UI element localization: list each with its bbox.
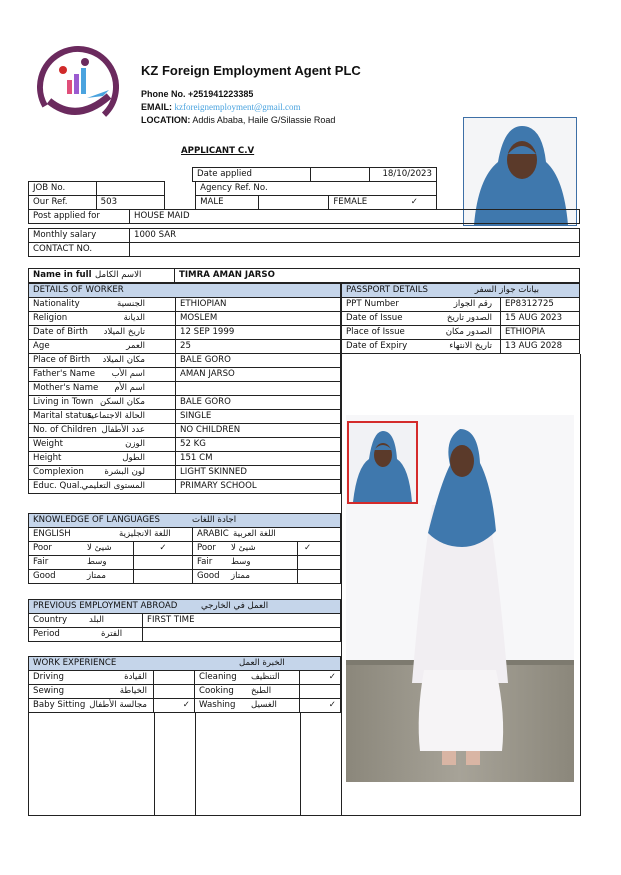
detail-label-cell xyxy=(29,424,176,438)
work-left-label: Baby Sitting xyxy=(33,700,86,710)
country-label-ar: البلد xyxy=(89,615,104,625)
work-right-ar: التنظيف xyxy=(251,672,280,682)
work-left-check[interactable] xyxy=(154,685,195,699)
detail-value: MOSLEM xyxy=(176,312,341,326)
salary-label: Monthly salary xyxy=(29,229,130,243)
detail-value: 52 KG xyxy=(176,438,341,452)
language-level-row xyxy=(29,570,341,584)
work-right-ar: الغسيل xyxy=(251,700,277,710)
detail-label-cell xyxy=(29,382,176,396)
detail-label: Religion xyxy=(33,313,68,323)
work-header: WORK EXPERIENCE xyxy=(33,658,117,668)
form-title: APPLICANT C.V xyxy=(181,146,255,156)
detail-row xyxy=(29,438,341,452)
job-no-label: JOB No. xyxy=(29,182,97,196)
work-right-label: Cooking xyxy=(199,686,234,696)
passport-label: Place of Issue xyxy=(346,327,405,337)
period-label-cell xyxy=(29,628,143,642)
work-right-label-cell xyxy=(195,685,300,699)
work-experience-table xyxy=(28,656,341,713)
work-row xyxy=(29,671,341,685)
detail-row xyxy=(29,312,341,326)
work-right-check[interactable]: ✓ xyxy=(300,699,341,713)
work-right-label-cell xyxy=(195,699,300,713)
detail-row xyxy=(29,452,341,466)
name-label-ar: الاسم الكامل xyxy=(95,270,142,280)
languages-header: KNOWLEDGE OF LANGUAGES xyxy=(33,515,160,525)
languages-header-cell xyxy=(29,514,341,528)
passport-label-ar: رقم الجواز xyxy=(453,299,492,309)
detail-label-ar: مكان الميلاد xyxy=(102,355,145,365)
detail-label-cell xyxy=(29,298,176,312)
languages-table xyxy=(28,513,341,584)
passport-label-cell xyxy=(342,298,501,312)
detail-label-ar: المستوى التعليمي xyxy=(81,481,145,491)
detail-label-cell xyxy=(29,452,176,466)
english-level-cell xyxy=(29,542,134,556)
date-applied-value: 18/10/2023 xyxy=(370,168,437,182)
passport-label: PPT Number xyxy=(346,299,399,309)
passport-value: EP8312725 xyxy=(501,298,580,312)
period-value xyxy=(143,628,341,642)
passport-header-ar: بيانات جواز السفر xyxy=(474,285,539,295)
name-label-cell xyxy=(29,269,175,283)
company-location xyxy=(141,114,335,127)
work-left-label: Driving xyxy=(33,672,64,682)
arabic-level-label: Poor xyxy=(197,543,216,553)
passport-label-cell xyxy=(342,326,501,340)
english-label: ENGLISH xyxy=(33,529,71,539)
detail-label-ar: العمر xyxy=(126,341,145,351)
detail-label: No. of Children xyxy=(33,425,97,435)
passport-value: 13 AUG 2028 xyxy=(501,340,580,354)
arabic-level-cell xyxy=(193,570,298,584)
work-right-label: Washing xyxy=(199,700,236,710)
detail-label: Height xyxy=(33,453,62,463)
detail-label-cell xyxy=(29,312,176,326)
company-phone xyxy=(141,88,253,101)
period-label: Period xyxy=(33,629,60,639)
english-level-cell xyxy=(29,556,134,570)
english-level-ar: ممتاز xyxy=(87,571,106,581)
detail-label: Complexion xyxy=(33,467,84,477)
work-left-label-cell xyxy=(29,699,154,713)
inset-photo-image xyxy=(349,423,416,502)
passport-row xyxy=(342,326,580,340)
detail-row xyxy=(29,424,341,438)
detail-value: 151 CM xyxy=(176,452,341,466)
english-level-check[interactable] xyxy=(134,556,193,570)
passport-label: Date of Issue xyxy=(346,313,403,323)
passport-label-ar: الصدور مكان xyxy=(445,327,492,337)
detail-label-ar: اسم الأب xyxy=(111,369,145,379)
detail-label: Living in Town xyxy=(33,397,94,407)
detail-label: Nationality xyxy=(33,299,80,309)
detail-label-cell xyxy=(29,466,176,480)
language-level-row xyxy=(29,542,341,556)
post-table xyxy=(28,209,580,224)
passport-header: PASSPORT DETAILS xyxy=(346,285,428,295)
arabic-level-cell xyxy=(193,542,298,556)
arabic-level-ar: شيئ لا xyxy=(231,543,256,553)
work-left-ar: الخياطة xyxy=(119,686,147,696)
reference-table xyxy=(28,181,437,210)
passport-label: Date of Expiry xyxy=(346,341,408,351)
email-label: EMAIL: xyxy=(141,102,172,112)
detail-value: NO CHILDREN xyxy=(176,424,341,438)
work-left-label-cell xyxy=(29,685,154,699)
arabic-label: ARABIC xyxy=(197,529,229,539)
name-value: TIMRA AMAN JARSO xyxy=(175,269,580,283)
detail-label-cell xyxy=(29,354,176,368)
date-applied-blank xyxy=(310,168,370,182)
arabic-level-label: Good xyxy=(197,571,220,581)
female-label: FEMALE xyxy=(333,197,368,207)
salary-value: 1000 SAR xyxy=(130,229,580,243)
work-left-label: Sewing xyxy=(33,686,65,696)
work-right-label-cell xyxy=(195,671,300,685)
our-ref-value: 503 xyxy=(96,196,165,210)
detail-label-cell xyxy=(29,410,176,424)
location-value: Addis Ababa, Haile G/Silassie Road xyxy=(192,115,336,125)
date-applied-table xyxy=(192,167,437,182)
detail-label-ar: الطول xyxy=(122,453,145,463)
detail-value: 25 xyxy=(176,340,341,354)
country-label: Country xyxy=(33,615,68,625)
detail-label: Marital status xyxy=(33,411,92,421)
work-right-ar: الطبخ xyxy=(251,686,272,696)
work-left-check[interactable] xyxy=(154,671,195,685)
work-right-check[interactable] xyxy=(300,685,341,699)
english-label-ar: اللغة الانجليزية xyxy=(119,529,171,539)
country-value: FIRST TIME xyxy=(143,614,341,628)
english-level-check[interactable]: ✓ xyxy=(134,542,193,556)
detail-label-ar: الحالة الاجتماعية xyxy=(86,411,145,421)
detail-label-cell xyxy=(29,396,176,410)
work-header-cell xyxy=(29,657,341,671)
work-right-check[interactable]: ✓ xyxy=(300,671,341,685)
detail-value: BALE GORO xyxy=(176,354,341,368)
worker-details-header: DETAILS OF WORKER xyxy=(29,284,341,298)
english-level-ar: شيئ لا xyxy=(87,543,112,553)
detail-label-ar: لون البشرة xyxy=(104,467,145,477)
detail-value: SINGLE xyxy=(176,410,341,424)
arabic-level-cell xyxy=(193,556,298,570)
post-label: Post applied for xyxy=(29,210,130,224)
passport-value: ETHIOPIA xyxy=(501,326,580,340)
detail-value: 12 SEP 1999 xyxy=(176,326,341,340)
passport-header-cell xyxy=(342,284,580,298)
detail-row xyxy=(29,480,341,494)
previous-header: PREVIOUS EMPLOYMENT ABROAD xyxy=(33,601,178,611)
detail-label-cell xyxy=(29,480,176,494)
company-logo xyxy=(37,46,119,128)
passport-label-ar: تاريخ الانتهاء xyxy=(449,341,492,351)
detail-value: AMAN JARSO xyxy=(176,368,341,382)
detail-label: Weight xyxy=(33,439,63,449)
detail-value: PRIMARY SCHOOL xyxy=(176,480,341,494)
our-ref-label: Our Ref. xyxy=(29,196,97,210)
passport-label-ar: الصدور تاريخ xyxy=(446,313,492,323)
passport-label-cell xyxy=(342,312,501,326)
detail-row xyxy=(29,466,341,480)
detail-label-ar: عدد الأطفال xyxy=(101,425,145,435)
passport-row xyxy=(342,340,580,354)
name-label: Name in full xyxy=(33,270,92,280)
agency-ref-label: Agency Ref. No. xyxy=(196,182,437,196)
passport-row xyxy=(342,312,580,326)
detail-label-cell xyxy=(29,368,176,382)
previous-employment-table xyxy=(28,599,341,642)
arabic-column-header xyxy=(193,528,341,542)
male-label: MALE xyxy=(196,196,259,210)
english-level-label: Poor xyxy=(33,543,52,553)
worker-details-table xyxy=(28,283,341,494)
work-left-label-cell xyxy=(29,671,154,685)
detail-label: Educ. Qual. xyxy=(33,481,83,491)
detail-label-ar: مكان السكن xyxy=(100,397,145,407)
phone-value: +251941223385 xyxy=(188,89,254,99)
detail-label-ar: الجنسية xyxy=(116,299,145,309)
arabic-level-check[interactable]: ✓ xyxy=(298,542,341,556)
english-level-check[interactable] xyxy=(134,570,193,584)
inset-photo xyxy=(347,421,418,504)
work-row xyxy=(29,685,341,699)
work-experience-frame xyxy=(28,712,342,816)
work-left-ar: مجالسة الأطفال xyxy=(89,700,147,710)
detail-value: BALE GORO xyxy=(176,396,341,410)
email-link[interactable]: kzforeignemployment@gmail.com xyxy=(174,102,301,112)
detail-label: Date of Birth xyxy=(33,327,88,337)
period-label-ar: الفترة xyxy=(101,629,123,639)
previous-header-ar: العمل في الخارجي xyxy=(201,601,269,611)
salary-contact-table xyxy=(28,228,580,257)
arabic-level-ar: وسط xyxy=(231,557,251,567)
detail-label-cell xyxy=(29,438,176,452)
company-email xyxy=(141,101,301,114)
passport-label-cell xyxy=(342,340,501,354)
female-field xyxy=(329,196,437,210)
work-left-check[interactable]: ✓ xyxy=(154,699,195,713)
date-applied-label: Date applied xyxy=(193,168,311,182)
passport-table xyxy=(341,283,580,354)
detail-label: Mother's Name xyxy=(33,383,99,393)
logo-graphic xyxy=(37,46,119,128)
location-label: LOCATION: xyxy=(141,115,191,125)
english-level-label: Good xyxy=(33,571,56,581)
detail-row xyxy=(29,396,341,410)
detail-label-cell xyxy=(29,326,176,340)
male-checkbox[interactable] xyxy=(258,196,329,210)
country-label-cell xyxy=(29,614,143,628)
languages-header-ar: اجادة اللغات xyxy=(192,515,237,525)
english-level-label: Fair xyxy=(33,557,49,567)
detail-label-cell xyxy=(29,340,176,354)
post-value: HOUSE MAID xyxy=(130,210,580,224)
job-no-value xyxy=(96,182,165,196)
contact-label: CONTACT NO. xyxy=(29,243,130,257)
work-right-label: Cleaning xyxy=(199,672,237,682)
detail-label: Place of Birth xyxy=(33,355,91,365)
passport-row xyxy=(342,298,580,312)
detail-value xyxy=(176,382,341,396)
detail-row xyxy=(29,298,341,312)
detail-value: ETHIOPIAN xyxy=(176,298,341,312)
arabic-level-ar: ممتاز xyxy=(231,571,250,581)
detail-label-ar: تاريخ الميلاد xyxy=(103,327,145,337)
arabic-level-check[interactable] xyxy=(298,570,341,584)
detail-row xyxy=(29,340,341,354)
english-level-ar: وسط xyxy=(87,557,107,567)
detail-label-ar: الوزن xyxy=(125,439,145,449)
detail-label: Father's Name xyxy=(33,369,95,379)
detail-label-ar: اسم الأم xyxy=(114,383,145,393)
detail-label: Age xyxy=(33,341,50,351)
phone-label: Phone No. xyxy=(141,89,186,99)
detail-row xyxy=(29,368,341,382)
detail-label-ar: الديانة xyxy=(123,313,145,323)
contact-value xyxy=(130,243,580,257)
detail-value: LIGHT SKINNED xyxy=(176,466,341,480)
english-column-header xyxy=(29,528,193,542)
language-level-row xyxy=(29,556,341,570)
work-left-ar: القيادة xyxy=(124,672,147,682)
passport-value: 15 AUG 2023 xyxy=(501,312,580,326)
previous-header-cell xyxy=(29,600,341,614)
female-checkbox[interactable]: ✓ xyxy=(410,197,418,207)
work-header-ar: الخبرة العمل xyxy=(239,658,285,668)
name-table xyxy=(28,268,580,283)
arabic-label-ar: اللغة العربية xyxy=(233,529,276,539)
detail-row xyxy=(29,326,341,340)
detail-row xyxy=(29,354,341,368)
detail-row xyxy=(29,382,341,396)
arabic-level-label: Fair xyxy=(197,557,213,567)
detail-row xyxy=(29,410,341,424)
arabic-level-check[interactable] xyxy=(298,556,341,570)
company-name: KZ Foreign Employment Agent PLC xyxy=(141,63,361,78)
work-row xyxy=(29,699,341,713)
english-level-cell xyxy=(29,570,134,584)
